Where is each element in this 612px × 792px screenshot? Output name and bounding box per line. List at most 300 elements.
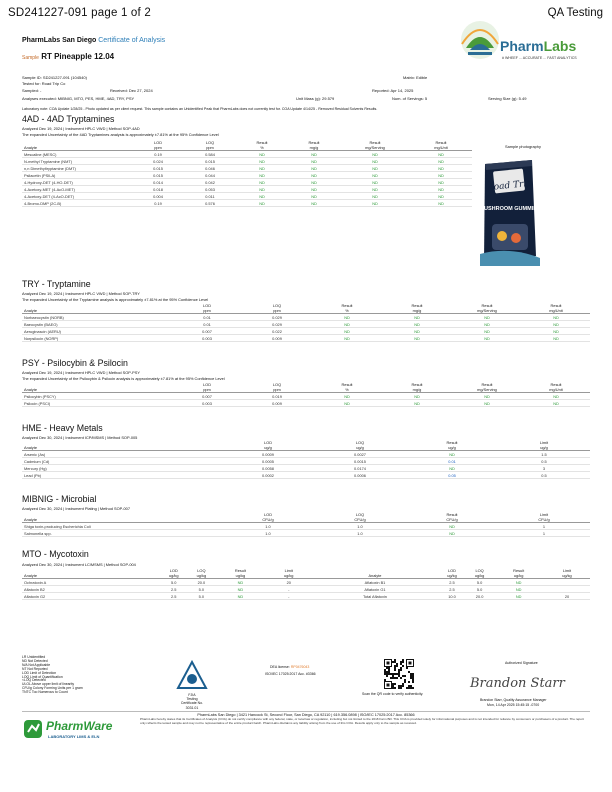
table-cell: Lead (Pb): [22, 472, 222, 479]
table-cell: 0.0006: [314, 472, 406, 479]
logo-wordmark: PharmLabs: [500, 38, 577, 54]
table-row: [22, 393, 590, 400]
table-cell: ND: [236, 165, 288, 172]
table-cell: 10.0: [438, 593, 466, 600]
column-header: Analyte: [22, 383, 172, 393]
table-cell: 20: [266, 579, 312, 586]
uncertainty-psy: The expanded Uncertainty of the Psilocybin & Psilocin analysis is approximately ±7.81% at the 95% Confidence Level: [22, 376, 225, 381]
table-header-row: [22, 304, 590, 314]
table-row: [22, 179, 472, 186]
qr-code-icon[interactable]: [384, 659, 414, 689]
qa-label: QA Testing: [547, 7, 603, 19]
table-cell: Aflatoxin B1: [312, 579, 438, 586]
column-header: Result ug/kg: [215, 569, 266, 579]
legend-item: TNTC Too Numerous to Count: [22, 690, 68, 695]
table-cell: 0.009: [242, 335, 312, 342]
column-header: LOQ CFU/g: [314, 513, 406, 523]
table-cell: ND: [406, 523, 498, 530]
table-cell: 4-Bromo-DMP (2C-B): [22, 200, 132, 207]
iso-accreditation: ISO/IEC 17025:2017 Acc. #3366: [265, 672, 316, 676]
analyzed-mto: Analyzed Dec 30, 2024 | Instrument LC/MSMS | Method SOP-004: [22, 562, 136, 567]
table-cell: ND: [406, 451, 498, 458]
table-row: [22, 579, 590, 586]
table-cell: ND: [236, 151, 288, 158]
table-cell: 0.029: [242, 314, 312, 321]
table-cell: 0.046: [184, 165, 236, 172]
num-servings: Num. of Servings: 5: [392, 96, 428, 101]
table-cell: ND: [410, 158, 472, 165]
column-header: Result mg/g: [288, 141, 340, 151]
table-row: [22, 172, 472, 179]
column-header: Analyte: [22, 304, 172, 314]
column-header: Result mg/Unit: [522, 383, 590, 393]
table-row: [22, 314, 590, 321]
table-cell: 0.0005: [222, 458, 314, 465]
table-cell: 0.0174: [314, 465, 406, 472]
table-row: [22, 321, 590, 328]
table-row: [22, 186, 472, 193]
table-cell: 0.044: [184, 172, 236, 179]
legend-item: LOQ Limit of Quantification: [22, 674, 63, 679]
signature: Brandon Starr: [470, 676, 565, 691]
table-cell: ND: [382, 393, 452, 400]
table-cell: 0.029: [242, 321, 312, 328]
reported: Reported: Apr 14, 2025: [372, 88, 414, 93]
table-cell: ND: [410, 151, 472, 158]
photo-sub: MUSHROOM GUMMIES: [480, 206, 540, 212]
table-header-row: [22, 569, 590, 579]
column-header: Analyte: [22, 513, 222, 523]
pharmware-sub: LABORATORY LIMS & ELN: [48, 734, 100, 739]
table-cell: Ochratoxin A: [22, 579, 160, 586]
table-cell: Aflatoxin B2: [22, 586, 160, 593]
table-cell: ND: [340, 193, 410, 200]
table-cell: ND: [493, 579, 544, 586]
lab-address: PharmLabs San Diego | 3421 Hancock St, Second Floor, San Diego, CA 92110 | 619.356.0898 | ISO/IEC 17025:2017 Acc. 85366: [22, 711, 590, 717]
table-row: [22, 472, 590, 479]
table-4ad: [22, 141, 472, 207]
table-cell: 0.003: [172, 335, 242, 342]
column-header: Result ug/kg: [493, 569, 544, 579]
table-cell: 0.0015: [314, 458, 406, 465]
column-header: Analyte: [22, 569, 160, 579]
column-header: Result mg/Serving: [452, 304, 522, 314]
table-cell: Mescaline (MESC): [22, 151, 132, 158]
table-row: [22, 523, 590, 530]
table-cell: ND: [410, 179, 472, 186]
lab-name: PharmLabs San Diego: [22, 37, 97, 44]
signed-date: Mon, 14 Apr 2025 15:45:15 -0700: [487, 703, 540, 707]
analyzed-mib: Analyzed Dec 30, 2024 | Instrument Plating | Method SOP-007: [22, 506, 130, 511]
table-cell: Baeocystin (BAEO): [22, 321, 172, 328]
table-try: [22, 304, 590, 342]
table-row: [22, 458, 590, 465]
column-header: Limit CFU/g: [498, 513, 590, 523]
lab-note: Laboratory note: COA Update 1/28/25 - Photo updated as per client request. This sample contains an Unidentified Peak that PharmLabs does not currently test for. COA Update 4/14/25 - Removed Residual Solvents Results.: [22, 107, 378, 111]
matrix: Matrix: Edible: [403, 75, 428, 80]
table-cell: 0.01: [172, 321, 242, 328]
column-header: Result mg/Serving: [340, 141, 410, 151]
table-cell: 1.0: [222, 530, 314, 537]
table-cell: ND: [312, 314, 382, 321]
table-cell: 0.053: [184, 186, 236, 193]
table-psy: [22, 383, 590, 407]
uncertainty-try: The expanded Uncertainty of the Tryptamine analysis is approximately ±7.81% at the 95% Confidence Level: [22, 297, 209, 302]
legend-item: <LOQ Detected: [22, 678, 46, 683]
table-cell: ND: [452, 321, 522, 328]
table-cell: ND: [340, 200, 410, 207]
table-cell: 5.0: [466, 579, 494, 586]
table-cell: Shiga toxin-producing Escherichia Coli: [22, 523, 222, 530]
table-cell: ND: [288, 179, 340, 186]
tested-for: Tested for: Road Trip Co: [22, 81, 66, 86]
auth-signature-label: Authorized Signature: [505, 661, 538, 665]
table-header-row: [22, 383, 590, 393]
legend-item: CFU/g Colony Forming Units per 1 gram: [22, 686, 83, 691]
table-row: [22, 200, 472, 207]
table-row: [22, 335, 590, 342]
table-cell: Aflatoxin G1: [312, 586, 438, 593]
table-cell: ND: [452, 400, 522, 407]
table-cell: ND: [236, 172, 288, 179]
column-header: Analyte: [312, 569, 438, 579]
column-header: LOD ppm: [172, 304, 242, 314]
legend-item: ULOL Above upper limit of linearity: [22, 682, 75, 687]
column-header: LOD ug/g: [222, 441, 314, 451]
table-cell: ND: [406, 530, 498, 537]
table-cell: ND: [236, 158, 288, 165]
table-cell: ND: [288, 165, 340, 172]
column-header: Result mg/Unit: [410, 141, 472, 151]
sample-line: [22, 52, 114, 61]
column-header: Limit ug/g: [498, 441, 590, 451]
analyzed-try: Analyzed Dec 19, 2024 | Instrument HPLC VWD | Method SOP-TRY: [22, 291, 140, 296]
table-cell: 0.584: [184, 151, 236, 158]
column-header: LOQ ppm: [242, 383, 312, 393]
sampled: Sampled: -: [22, 88, 42, 93]
table-cell: 0.018: [132, 186, 184, 193]
table-row: [22, 400, 590, 407]
table-cell: ND: [452, 328, 522, 335]
table-cell: ND: [340, 151, 410, 158]
pharmware-logo-icon: [22, 718, 44, 740]
table-cell: ND: [382, 328, 452, 335]
table-cell: Norbaeocystin (NORB): [22, 314, 172, 321]
product-name: RT Pineapple 12.04: [41, 52, 115, 61]
legend: [22, 656, 112, 695]
table-cell: 0.576: [184, 200, 236, 207]
table-cell: 0.0002: [222, 472, 314, 479]
table-cell: 0.015: [132, 165, 184, 172]
table-cell: ND: [382, 314, 452, 321]
table-cell: ND: [522, 335, 590, 342]
table-cell: ND: [340, 165, 410, 172]
column-header: Result mg/g: [382, 304, 452, 314]
column-header: LOD ug/kg: [160, 569, 188, 579]
table-cell: Psilocin (PSCI): [22, 400, 172, 407]
table-row: [22, 465, 590, 472]
table-row: [22, 530, 590, 537]
table-cell: 0.0027: [314, 451, 406, 458]
table-cell: 1.0: [222, 523, 314, 530]
table-cell: ND: [522, 400, 590, 407]
table-row: [22, 158, 472, 165]
table-cell: 5.0: [160, 579, 188, 586]
table-cell: 20: [544, 593, 590, 600]
analyzed-psy: Analyzed Dec 19, 2024 | Instrument HPLC VWD | Method SOP-PSY: [22, 370, 140, 375]
table-cell: 0.022: [242, 328, 312, 335]
table-header-row: [22, 141, 472, 151]
pharmlabs-logo-icon: [458, 16, 502, 68]
sample-photo: [480, 158, 540, 266]
table-cell: ND: [236, 179, 288, 186]
table-cell: ND: [493, 593, 544, 600]
table-cell: -: [266, 586, 312, 593]
photo-label: Sample photography: [505, 144, 541, 149]
pharmware-wordmark: PharmWare: [46, 719, 113, 733]
table-cell: ND: [522, 393, 590, 400]
column-header: LOQ ug/g: [314, 441, 406, 451]
signer: Brandon Starr, Quality Assurance Manager: [480, 698, 547, 702]
table-cell: 0.01: [172, 314, 242, 321]
table-row: [22, 151, 472, 158]
column-header: LOD ppm: [132, 141, 184, 151]
table-cell: 1.0: [314, 523, 406, 530]
sample-label: Sample: [22, 55, 39, 61]
table-cell: ND: [312, 393, 382, 400]
fjia-logo-icon: [176, 660, 208, 692]
table-cell: ND: [522, 328, 590, 335]
table-cell: 0.5: [498, 472, 590, 479]
table-cell: 0.5: [498, 458, 590, 465]
table-cell: ND: [410, 172, 472, 179]
serving-size: Serving Size (g): 5.49: [488, 96, 527, 101]
table-cell: ND: [312, 328, 382, 335]
section-title-try: TRY - Tryptamine: [22, 279, 91, 289]
table-cell: ND: [215, 593, 266, 600]
section-title-psy: PSY - Psilocybin & Psilocin: [22, 358, 128, 368]
table-mto: [22, 569, 590, 600]
table-cell: 2.5: [438, 586, 466, 593]
column-header: Analyte: [22, 141, 132, 151]
column-header: LOQ ug/kg: [188, 569, 216, 579]
table-row: [22, 165, 472, 172]
table-cell: 0.042: [184, 179, 236, 186]
table-cell: ND: [340, 186, 410, 193]
table-header-row: [22, 441, 590, 451]
column-header: Result mg/Serving: [452, 383, 522, 393]
table-cell: ND: [288, 158, 340, 165]
table-row: [22, 586, 590, 593]
table-cell: ND: [522, 321, 590, 328]
column-header: LOD ug/kg: [438, 569, 466, 579]
column-header: Result ug/g: [406, 441, 498, 451]
column-header: Result mg/g: [382, 383, 452, 393]
column-header: Limit ug/kg: [544, 569, 590, 579]
table-cell: ND: [288, 172, 340, 179]
table-cell: 5.0: [188, 593, 216, 600]
table-cell: ND: [340, 179, 410, 186]
table-row: [22, 451, 590, 458]
table-cell: 0.007: [172, 393, 242, 400]
table-cell: 4-Hydroxy-DET (4-HO-DET): [22, 179, 132, 186]
table-cell: ND: [410, 165, 472, 172]
table-cell: 20.0: [188, 579, 216, 586]
table-cell: 0.007: [172, 328, 242, 335]
table-cell: 20.0: [466, 593, 494, 600]
table-cell: 1.0: [314, 530, 406, 537]
analyses-executed: Analyses executed: MIBNIG, MTO, PES, HME, 4AD, TRY, PSY: [22, 96, 135, 101]
table-cell: 5.0: [188, 586, 216, 593]
table-cell: ND: [406, 465, 498, 472]
table-cell: 2.5: [160, 593, 188, 600]
table-cell: ND: [236, 193, 288, 200]
table-hme: [22, 441, 590, 479]
photo-brand: Road Trip: [486, 178, 533, 194]
table-cell: ND: [288, 186, 340, 193]
table-cell: 0.015: [184, 158, 236, 165]
table-cell: ND: [452, 335, 522, 342]
dea-license: DEA license: RP0476043: [270, 665, 310, 669]
table-cell: N-methyl Tryptamine (NMT): [22, 158, 132, 165]
table-cell: 1: [498, 523, 590, 530]
table-cell: 4-Acetoxy-MET (4-AcO-MET): [22, 186, 132, 193]
table-cell: ND: [382, 400, 452, 407]
table-cell: ND: [410, 193, 472, 200]
table-cell: ND: [215, 579, 266, 586]
column-header: LOD CFU/g: [222, 513, 314, 523]
analyzed-hme: Analyzed Dec 30, 2024 | Instrument ICP/MSMS | Method SOP-005: [22, 435, 138, 440]
received: Received: Dec 27, 2024: [110, 88, 153, 93]
table-cell: 0.0058: [222, 465, 314, 472]
column-header: Result CFU/g: [406, 513, 498, 523]
table-cell: [544, 586, 590, 593]
legend-item: ND Not Detected: [22, 658, 48, 663]
table-cell: ND: [288, 200, 340, 207]
table-cell: 1: [498, 530, 590, 537]
column-header: LOQ ppm: [184, 141, 236, 151]
unit-mass: Unit Mass (g): 29.579: [296, 96, 335, 101]
lab-name-line: [22, 37, 165, 44]
table-cell: Psilocybin (PSCY): [22, 393, 172, 400]
column-header: Limit ug/kg: [266, 569, 312, 579]
section-title-mib: MIBNIG - Microbial: [22, 494, 97, 504]
section-title-hme: HME - Heavy Metals: [22, 423, 103, 433]
table-cell: ND: [215, 586, 266, 593]
fjia-text: FJIA Testing Certificate No. 3031.01: [180, 693, 204, 710]
table-cell: Total Aflatoxin: [312, 593, 438, 600]
legend-item: NT Not Reported: [22, 666, 48, 671]
table-cell: ND: [288, 193, 340, 200]
table-cell: 0.014: [132, 179, 184, 186]
legend-item: N/A Not Applicable: [22, 662, 51, 667]
disclaimer: PharmLabs hereby states that its Certificates of Analysis (COA) do not certify compliance with any federal, state, or local law or regulation, including but not limited to the 2018 Farm Bill. This COA is provided solely for informational purposes and is not intended for reliance by consumers or purchasers of a product. The report only reflects the tested sample and may not be representative of the entire product batch. PharmLabs disclaims any liability arising from the use of this COA. Results apply only to the sample as received.: [140, 717, 584, 725]
table-cell: 0.024: [132, 158, 184, 165]
table-cell: 0.19: [132, 151, 184, 158]
table-cell: ND: [382, 321, 452, 328]
table-cell: 0.19: [132, 200, 184, 207]
table-cell: 3: [498, 465, 590, 472]
column-header: LOQ ug/kg: [466, 569, 494, 579]
table-cell: Aflatoxin G2: [22, 593, 160, 600]
section-title-4ad: 4AD - 4AD Tryptamines: [22, 114, 115, 124]
table-cell: 0.0009: [222, 451, 314, 458]
table-cell: 2.5: [438, 579, 466, 586]
column-header: Analyte: [22, 441, 222, 451]
table-cell: Salmonella spp.: [22, 530, 222, 537]
table-cell: ND: [410, 200, 472, 207]
sample-id: Sample ID: SD241227-091 (104540): [22, 75, 87, 80]
table-cell: 4-Acetoxy-DET (4-AcO-DET): [22, 193, 132, 200]
column-header: Result mg/Unit: [522, 304, 590, 314]
table-row: [22, 328, 590, 335]
table-cell: ND: [312, 400, 382, 407]
table-cell: ND: [236, 186, 288, 193]
coa-label: Certificate of Analysis: [98, 37, 166, 44]
column-header: LOQ ppm: [242, 304, 312, 314]
table-cell: 2.5: [160, 586, 188, 593]
table-cell: 0.003: [172, 400, 242, 407]
table-cell: [544, 579, 590, 586]
table-cell: ND: [312, 335, 382, 342]
report-id: SD241227-091 page 1 of 2: [8, 7, 151, 19]
table-header-row: [22, 513, 590, 523]
column-header: Result %: [312, 383, 382, 393]
table-cell: Arsenic (As): [22, 451, 222, 458]
table-cell: ND: [522, 314, 590, 321]
table-cell: 0.015: [132, 172, 184, 179]
table-cell: ND: [340, 158, 410, 165]
table-cell: Aeruginascin (AERU): [22, 328, 172, 335]
table-row: [22, 593, 590, 600]
table-cell: Norpsilocin (NORP): [22, 335, 172, 342]
table-cell: Psilacetin (PSILA): [22, 172, 132, 179]
logo-tagline: # WHEEF ... ACCURATE ... FAST ANALYTICS: [502, 56, 577, 60]
table-cell: ND: [340, 172, 410, 179]
legend-item: LR Unidentified: [22, 655, 46, 659]
table-cell: ND: [288, 151, 340, 158]
table-cell: -: [266, 593, 312, 600]
table-cell: ND: [382, 335, 452, 342]
qr-caption: Scan the QR code to verify authenticity.: [362, 692, 424, 696]
table-row: [22, 193, 472, 200]
column-header: Result %: [236, 141, 288, 151]
table-cell: 0.009: [242, 400, 312, 407]
column-header: LOD ppm: [172, 383, 242, 393]
table-cell: Mercury (Hg): [22, 465, 222, 472]
table-cell: ND: [236, 200, 288, 207]
uncertainty-4ad: The expanded Uncertainty of the 4AD Tryptamines analysis is approximately ±7.81% at the 95% Confidence Level: [22, 132, 219, 137]
table-cell: 5.0: [466, 586, 494, 593]
table-cell: ND: [493, 586, 544, 593]
table-cell: n,n Dimethyltryptamine (DMT): [22, 165, 132, 172]
table-cell: Cadmium (Cd): [22, 458, 222, 465]
section-title-mto: MTO - Mycotoxin: [22, 549, 89, 559]
table-cell: ND: [312, 321, 382, 328]
table-cell: ND: [452, 314, 522, 321]
table-cell: 0.05: [406, 472, 498, 479]
table-cell: 0.019: [242, 393, 312, 400]
table-cell: 0.01: [406, 458, 498, 465]
table-cell: 0.011: [184, 193, 236, 200]
table-mib: [22, 513, 590, 537]
table-cell: 1.5: [498, 451, 590, 458]
analyzed-4ad: Analyzed Dec 19, 2024 | Instrument HPLC VWD | Method SOP-4AD: [22, 126, 140, 131]
table-cell: ND: [410, 186, 472, 193]
table-cell: ND: [452, 393, 522, 400]
legend-item: LOD Limit of Detection: [22, 670, 57, 675]
column-header: Result %: [312, 304, 382, 314]
